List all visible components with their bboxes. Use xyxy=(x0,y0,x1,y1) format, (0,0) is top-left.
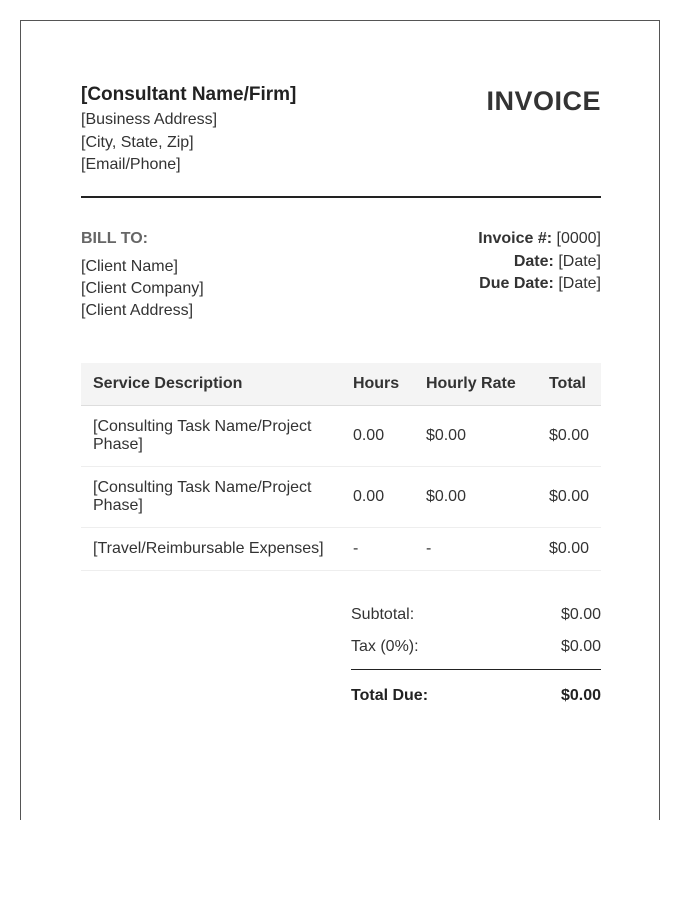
table-row xyxy=(81,528,601,571)
invoice-page xyxy=(20,20,660,820)
header-hourly-rate: Hourly Rate xyxy=(414,363,537,406)
subtotal-label: Subtotal: xyxy=(351,606,415,623)
row-total: $0.00 xyxy=(537,528,601,571)
invoice-number-label: Invoice #: xyxy=(478,230,553,247)
totals-divider xyxy=(351,669,601,670)
row-hours: 0.00 xyxy=(341,467,414,528)
due-date-value: [Date] xyxy=(558,275,601,292)
tax-label: Tax (0%): xyxy=(351,638,419,655)
due-date-label: Due Date: xyxy=(479,275,554,292)
consultant-address: [Business Address] xyxy=(81,111,218,128)
invoice-number xyxy=(478,229,601,249)
row-hours: 0.00 xyxy=(341,406,414,467)
invoice-content xyxy=(81,83,601,755)
tax-value: $0.00 xyxy=(560,638,601,655)
invoice-title: INVOICE xyxy=(486,86,601,116)
totals-section xyxy=(351,605,601,755)
header-total: Total xyxy=(537,363,601,406)
row-rate: $0.00 xyxy=(414,406,537,467)
bill-to-label: BILL TO: xyxy=(81,230,148,247)
row-total: $0.00 xyxy=(537,467,601,528)
row-description: [Consulting Task Name/Project Phase] xyxy=(81,467,341,528)
invoice-date-label: Date: xyxy=(513,253,554,270)
table-header-row xyxy=(81,363,601,406)
client-company: [Client Company] xyxy=(81,280,204,297)
consultant-contact: [Email/Phone] xyxy=(81,156,181,173)
invoice-header xyxy=(81,83,601,198)
row-description: [Consulting Task Name/Project Phase] xyxy=(81,406,341,467)
client-name: [Client Name] xyxy=(81,258,178,275)
client-address: [Client Address] xyxy=(81,302,194,319)
invoice-due-date xyxy=(479,274,601,294)
total-due-value: $0.00 xyxy=(560,687,601,704)
header-service-description: Service Description xyxy=(81,363,341,406)
billing-section xyxy=(81,198,601,363)
header-hours: Hours xyxy=(341,363,414,406)
table-row xyxy=(81,467,601,528)
total-due-label: Total Due: xyxy=(351,687,429,704)
consultant-city-state-zip: [City, State, Zip] xyxy=(81,134,194,151)
table-row xyxy=(81,406,601,467)
row-rate: - xyxy=(414,528,537,571)
row-rate: $0.00 xyxy=(414,467,537,528)
invoice-number-value: [0000] xyxy=(556,230,601,247)
consultant-name: [Consultant Name/Firm] xyxy=(81,84,297,105)
invoice-date-value: [Date] xyxy=(558,253,601,270)
row-total: $0.00 xyxy=(537,406,601,467)
row-hours: - xyxy=(341,528,414,571)
row-description: [Travel/Reimbursable Expenses] xyxy=(81,528,341,571)
subtotal-value: $0.00 xyxy=(560,606,601,623)
line-items-table xyxy=(81,363,601,571)
invoice-date xyxy=(514,252,601,272)
